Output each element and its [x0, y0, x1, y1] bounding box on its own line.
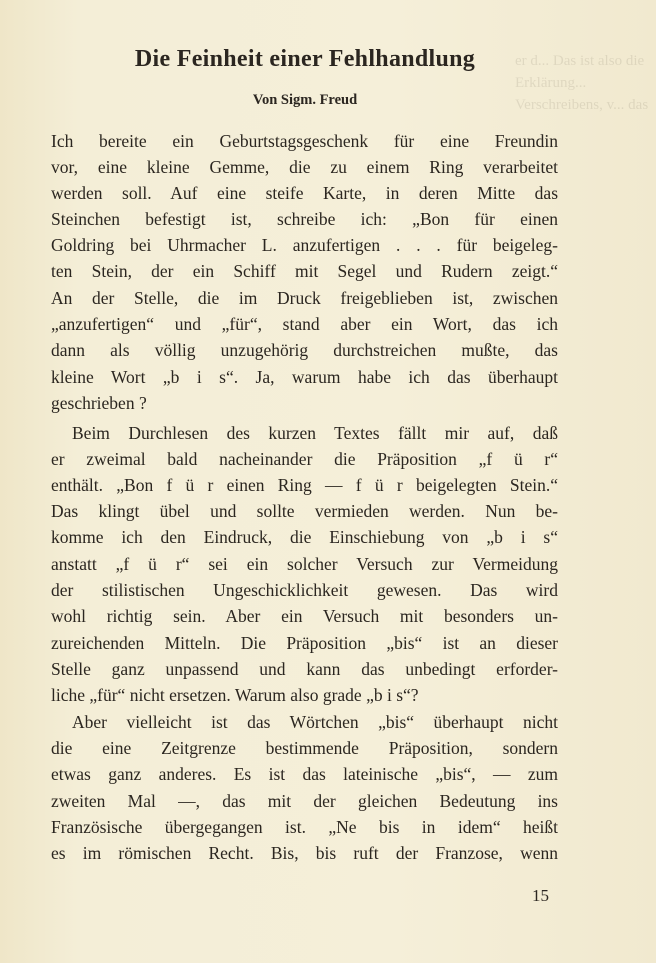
text-line: ten Stein, der ein Schiff mit Segel und Rudern zeigt.“: [51, 261, 558, 281]
text-line: werden soll. Auf eine steife Karte, in deren Mitte das: [51, 183, 558, 203]
text-line: kleine Wort „b i s“. Ja, warum habe ich das überhaupt: [51, 367, 558, 387]
text-line: Goldring bei Uhrmacher L. anzufertigen . . . für beigeleg-: [51, 235, 558, 255]
text-line: der stilistischen Ungeschicklichkeit gewesen. Das wird: [51, 580, 558, 600]
text-line: Französische übergegangen ist. „Ne bis in idem“ heißt: [51, 817, 558, 837]
text-line: enthält. „Bon f ü r einen Ring — f ü r beigelegten Stein.“: [51, 475, 558, 495]
text-line: wohl richtig sein. Aber ein Versuch mit besonders un-: [51, 606, 558, 626]
text-line: er zweimal bald nacheinander die Präposition „f ü r“: [51, 449, 558, 469]
text-line: liche „für“ nicht ersetzen. Warum also grade „b i s“?: [51, 685, 419, 705]
article-title: Die Feinheit einer Fehlhandlung: [134, 46, 476, 72]
article-author: Von Sigm. Freud: [252, 92, 358, 108]
text-line: geschrieben ?: [51, 393, 147, 413]
text-line: zweiten Mal —, das mit der gleichen Bedeutung ins: [51, 791, 558, 811]
text-line: Beim Durchlesen des kurzen Textes fällt mir auf, daß: [72, 423, 558, 443]
text-line: An der Stelle, die im Druck freigeblieben ist, zwischen: [51, 288, 558, 308]
text-line: anstatt „f ü r“ sei ein solcher Versuch zur Vermeidung: [51, 554, 558, 574]
text-line: komme ich den Eindruck, die Einschiebung von „b i s“: [51, 527, 558, 547]
text-line: etwas ganz anderes. Es ist das lateinische „bis“, — zum: [51, 764, 558, 784]
show-through-text: er d... Das ist also die Erklärung... Verschreibens, v... das: [515, 53, 649, 113]
text-line: vor, eine kleine Gemme, die zu einem Ring verarbeitet: [51, 157, 558, 177]
text-line: Aber vielleicht ist das Wörtchen „bis“ überhaupt nicht: [72, 712, 558, 732]
text-line: Steinchen befestigt ist, schreibe ich: „Bon für einen: [51, 209, 558, 229]
text-line: Stelle ganz unpassend und kann das unbedingt erforder-: [51, 659, 558, 679]
text-line: Ich bereite ein Geburtstagsgeschenk für eine Freundin: [51, 131, 558, 151]
text-line: zureichenden Mitteln. Die Präposition „bis“ ist an dieser: [51, 633, 558, 653]
text-line: es im römischen Recht. Bis, bis ruft der Franzose, wenn: [51, 843, 558, 863]
text-line: „anzufertigen“ und „für“, stand aber ein Wort, das ich: [51, 314, 558, 334]
text-line: die eine Zeitgrenze bestimmende Präposition, sondern: [51, 738, 558, 758]
text-line: dann als völlig unzugehörig durchstreichen mußte, das: [51, 340, 558, 360]
text-line: Das klingt übel und sollte vermieden werden. Nun be-: [51, 501, 558, 521]
page-number: 15: [532, 886, 549, 905]
